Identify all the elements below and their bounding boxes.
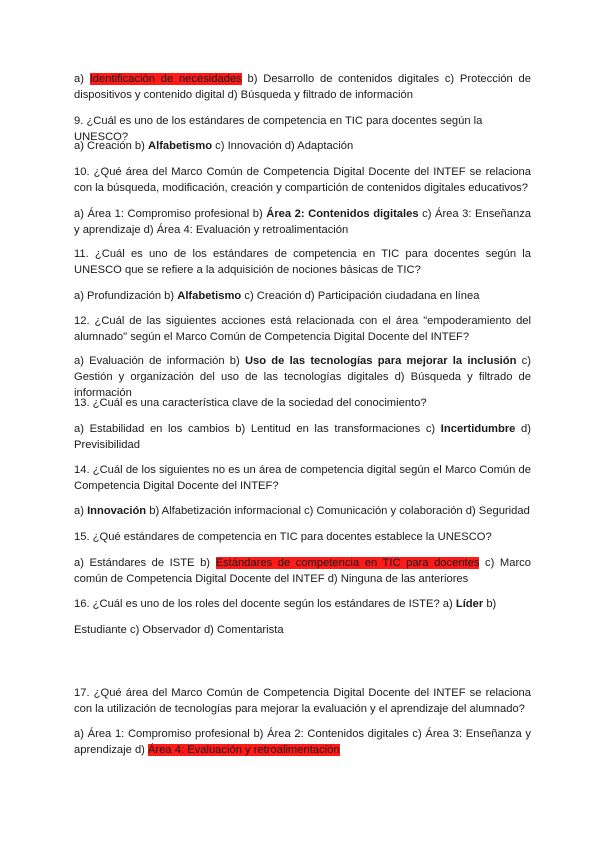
answer-16-continuation: Estudiante c) Observador d) Comentarista (74, 624, 284, 636)
correct-answer: Alfabetismo (177, 290, 242, 302)
question-17: 17. ¿Qué área del Marco Común de Competencia Digital Docente del INTEF se relaciona con la utilización de tecnologías para mejorar la evaluación y el aprendizaje del alumnado? (74, 687, 531, 715)
answer-11: a) Profundización b) Alfabetismo c) Creación d) Participación ciudadana en línea (74, 290, 480, 302)
correct-answer: Incertidumbre (440, 423, 516, 435)
answer-15: a) Estándares de ISTE b) Estándares de competencia en TIC para docentes c) Marco común de Competencia Digital Docente del INTEF d) Ninguna de las anteriores (74, 557, 532, 585)
option-a-prefix: a) (74, 73, 90, 85)
correct-answer: Área 2: Contenidos digitales (266, 208, 419, 220)
correct-answer: Líder (455, 598, 484, 610)
answer-8 (74, 71, 531, 103)
highlighted-answer: Estándares de competencia en TIC para docentes (215, 557, 480, 569)
question-10: 10. ¿Qué área del Marco Común de Competencia Digital Docente del INTEF se relaciona con la búsqueda, modificación, creación y compartición de contenidos digitales educativos? (74, 166, 531, 194)
highlighted-answer: Área 4: Evaluación y retroalimentación (148, 744, 340, 756)
question-14: 14. ¿Cuál de los siguientes no es un área de competencia digital según el Marco Común de Competencia Digital Docente del INTEF? (74, 464, 531, 492)
correct-answer: Innovación (87, 505, 147, 517)
question-15: 15. ¿Qué estándares de competencia en TIC para docentes establece la UNESCO? (74, 531, 492, 543)
answer-12: a) Evaluación de información b) Uso de las tecnologías para mejorar la inclusión c) Gestión y organización del uso de las tecnologías digitales d) Búsqueda y filtrado de información (74, 355, 531, 399)
answer-13: a) Estabilidad en los cambios b) Lentitud en las transformaciones c) Incertidumbre d) Previsibilidad (74, 423, 531, 451)
highlighted-answer: Identificación de necesidades (89, 73, 242, 85)
answer-14: a) Innovación b) Alfabetización informacional c) Comunicación y colaboración d) Seguridad (74, 505, 530, 517)
answer-10: a) Área 1: Compromiso profesional b) Área 2: Contenidos digitales c) Área 3: Enseñanza y aprendizaje d) Área 4: Evaluación y retroalimentación (74, 208, 532, 236)
question-16: 16. ¿Cuál es uno de los roles del docente según los estándares de ISTE? a) Líder b) (74, 598, 497, 610)
question-9: 9. ¿Cuál es uno de los estándares de competencia en TIC para docentes según la UNESCO? (74, 115, 483, 143)
question-11: 11. ¿Cuál es uno de los estándares de competencia en TIC para docentes según la UNESCO que se refiere a la adquisición de nociones básicas de TIC? (74, 248, 531, 276)
answer-rest: b) Desarrollo de contenidos digitales c) Protección de dispositivos y contenido digital d) Búsqueda y filtrado de información (74, 73, 531, 101)
question-13: 13. ¿Cuál es una característica clave de la sociedad del conocimiento? (74, 397, 427, 409)
question-12: 12. ¿Cuál de las siguientes acciones está relacionada con el área "empoderamiento del alumnado" según el Marco Común de Competencia Digital Docente del INTEF? (74, 315, 531, 343)
correct-answer: Uso de las tecnologías para mejorar la inclusión (244, 355, 517, 367)
correct-answer: Alfabetismo (148, 140, 213, 152)
answer-17: a) Área 1: Compromiso profesional b) Área 2: Contenidos digitales c) Área 3: Enseñanza y aprendizaje d) Área 4: Evaluación y retroalimentación (74, 728, 531, 756)
answer-9: a) Creación b) Alfabetismo c) Innovación d) Adaptación (74, 140, 354, 152)
